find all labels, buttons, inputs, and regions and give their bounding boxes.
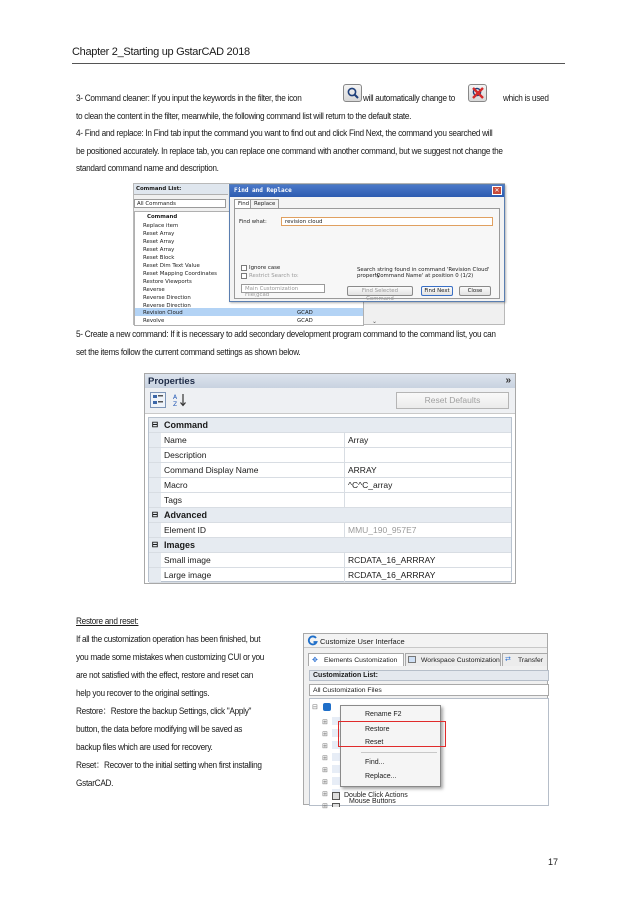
property-row[interactable]: Tags bbox=[149, 493, 511, 508]
page-number: 17 bbox=[548, 857, 559, 867]
cui-screenshot bbox=[303, 633, 548, 810]
para1-line3: 4- Find and replace: In Find tab input the command you want to find out and click Find Next, the command you searched will bbox=[76, 128, 493, 139]
status-line-2: 'Command Name' at position 0 (1/2) bbox=[375, 273, 474, 279]
property-row[interactable]: Small image RCDATA_16_ARRRAY bbox=[149, 553, 511, 568]
restore-line: Restore：Restore the backup Settings, click "Apply" bbox=[76, 706, 252, 717]
search-icon bbox=[343, 84, 362, 102]
category-command[interactable]: ⊟ Command bbox=[149, 418, 511, 433]
close-button[interactable]: Close bbox=[459, 286, 491, 296]
para1-line5: standard command name and description. bbox=[76, 163, 219, 174]
scroll-down-icon[interactable]: ⌄ bbox=[372, 318, 378, 325]
elements-icon: ✥ bbox=[312, 657, 318, 664]
menu-separator bbox=[361, 752, 437, 753]
property-row[interactable]: Element ID MMU_190_957E7 bbox=[149, 523, 511, 538]
tab-replace[interactable]: Replace bbox=[250, 199, 279, 208]
list-item[interactable]: Reset Mapping Coordinates bbox=[143, 271, 217, 277]
property-row[interactable]: Description bbox=[149, 448, 511, 463]
list-item[interactable]: Reverse Direction bbox=[143, 303, 191, 309]
restore-line: Reset：Recover to the initial setting when first installing bbox=[76, 760, 262, 771]
properties-toolbar bbox=[145, 388, 515, 414]
tab-elements-customization[interactable]: Elements Customization bbox=[308, 653, 404, 666]
command-filter-combo[interactable]: All Commands bbox=[134, 199, 226, 208]
restrict-search-checkbox[interactable] bbox=[241, 273, 247, 279]
restore-heading: Restore and reset: bbox=[76, 616, 139, 627]
menu-item-restore[interactable]: Restore bbox=[365, 726, 390, 733]
restore-line: you made some mistakes when customizing CUI or you bbox=[76, 652, 265, 663]
find-tab-panel bbox=[234, 208, 500, 302]
customization-files-combo[interactable]: All Customization Files bbox=[309, 684, 549, 696]
property-row[interactable]: Name Array bbox=[149, 433, 511, 448]
category-advanced[interactable]: ⊟ Advanced bbox=[149, 508, 511, 523]
restore-line: GstarCAD. bbox=[76, 778, 114, 789]
menu-item-reset[interactable]: Reset bbox=[365, 739, 384, 746]
para1-line1-a: 3- Command cleaner: If you input the keywords in the filter, the icon bbox=[76, 93, 302, 104]
tab-transfer[interactable]: Transfer bbox=[502, 653, 548, 666]
customization-list-title: Customization List: bbox=[309, 670, 549, 681]
find-replace-screenshot bbox=[133, 183, 505, 325]
para1-line4: be positioned accurately. In replace tab, you can replace one command with another command, but we suggest not change the bbox=[76, 146, 503, 157]
property-row[interactable]: Large image RCDATA_16_ARRRAY bbox=[149, 568, 511, 583]
list-item[interactable]: Reverse bbox=[143, 287, 165, 293]
find-what-input[interactable]: revision cloud bbox=[281, 217, 493, 226]
properties-title: Properties bbox=[145, 374, 515, 388]
restore-line: If all the customization operation has been finished, but bbox=[76, 634, 261, 645]
svg-text:Z: Z bbox=[173, 401, 178, 408]
list-item[interactable]: Reverse Direction bbox=[143, 295, 191, 301]
para1-line1-c: which is used bbox=[503, 93, 549, 104]
property-row[interactable]: Command Display Name ARRAY bbox=[149, 463, 511, 478]
menu-item-rename[interactable]: Rename F2 bbox=[365, 711, 402, 718]
tree-expanders[interactable]: ⊞ ⊞ ⊞ ⊞ ⊞ ⊞ ⊞ ⊞ bbox=[322, 719, 328, 810]
para2-line1: 5- Create a new command: If it is necessary to add secondary development program command to the command list, you can bbox=[76, 329, 496, 340]
menu-item-replace[interactable]: Replace... bbox=[365, 773, 397, 780]
sort-az-icon[interactable] bbox=[172, 392, 188, 408]
command-source: GCAD bbox=[297, 318, 313, 324]
para1-line2: to clean the content in the filter, meanwhile, the following command list will return to the default state. bbox=[76, 111, 412, 122]
list-item[interactable]: Revolve bbox=[143, 318, 165, 324]
dialog-title: Find and Replace bbox=[230, 185, 504, 197]
tab-workspace-customization[interactable]: Workspace Customization bbox=[405, 653, 501, 666]
transfer-icon: ⇄ bbox=[505, 656, 511, 663]
cui-title: Customize User Interface bbox=[304, 634, 547, 648]
reset-defaults-button[interactable]: Reset Defaults bbox=[396, 392, 509, 409]
list-item[interactable]: Reset Array bbox=[143, 239, 175, 245]
tab-find[interactable]: Find bbox=[234, 199, 253, 208]
page-header: Chapter 2_Starting up GstarCAD 2018 bbox=[72, 46, 250, 58]
header-rule bbox=[72, 63, 565, 64]
ignore-case-label: Ignore case bbox=[249, 265, 281, 271]
restrict-search-label: Restrict Search to: bbox=[249, 273, 299, 279]
double-click-icon bbox=[332, 792, 340, 800]
tree-item-mouse-buttons[interactable]: Mouse Buttons bbox=[349, 798, 396, 805]
restore-line: backup files which are used for recovery. bbox=[76, 742, 213, 753]
category-images[interactable]: ⊟ Images bbox=[149, 538, 511, 553]
gstar-logo-icon bbox=[308, 636, 318, 646]
workspace-icon bbox=[408, 656, 416, 663]
find-what-label: Find what: bbox=[239, 219, 267, 225]
list-item[interactable]: Reset Block bbox=[143, 255, 175, 261]
command-source: GCAD bbox=[297, 310, 313, 316]
find-next-button[interactable]: Find Next bbox=[421, 286, 453, 296]
list-item[interactable]: Restore Viewports bbox=[143, 279, 192, 285]
restore-line: are not satisfied with the effect, restore and reset can bbox=[76, 670, 253, 681]
list-item[interactable]: Reset Array bbox=[143, 231, 175, 237]
list-item[interactable]: Replace item bbox=[143, 223, 179, 229]
expand-icon[interactable]: ⊟ bbox=[312, 704, 318, 711]
para1-line1-b: will automatically change to bbox=[363, 93, 456, 104]
root-node-icon bbox=[323, 703, 331, 711]
property-grid bbox=[148, 417, 512, 582]
restore-reset-highlight bbox=[338, 721, 446, 747]
command-list-header: Command bbox=[147, 214, 178, 220]
find-replace-dialog bbox=[229, 184, 505, 302]
list-item-selected[interactable]: Revision Cloud bbox=[143, 310, 183, 316]
svg-text:A: A bbox=[173, 394, 178, 401]
menu-item-find[interactable]: Find... bbox=[365, 759, 385, 766]
collapse-icon[interactable]: » bbox=[505, 375, 511, 386]
list-item[interactable]: Reset Array bbox=[143, 247, 175, 253]
find-selected-command-button[interactable]: Find Selected Command bbox=[347, 286, 413, 296]
restore-line: help you recover to the original settings. bbox=[76, 688, 210, 699]
categorized-icon[interactable] bbox=[150, 392, 166, 408]
clear-filter-icon bbox=[468, 84, 487, 102]
tree-item-double-click-actions[interactable]: Double Click Actions bbox=[344, 792, 408, 799]
mouse-buttons-icon bbox=[332, 803, 340, 807]
restrict-search-combo[interactable]: Main Customization File(gcad bbox=[241, 284, 325, 293]
list-item[interactable]: Reset Dim Text Value bbox=[143, 263, 200, 269]
restore-line: button, the data before modifying will be saved as bbox=[76, 724, 243, 735]
ignore-case-checkbox[interactable] bbox=[241, 265, 247, 271]
close-icon[interactable]: ✕ bbox=[492, 186, 502, 195]
status-line-1: Search string found in command 'Revision Cloud' property bbox=[357, 267, 490, 279]
property-row[interactable]: Macro ^C^C_array bbox=[149, 478, 511, 493]
command-list-title: Command List: bbox=[134, 184, 228, 195]
properties-screenshot bbox=[144, 373, 516, 584]
para2-line2: set the items follow the current command settings as shown below. bbox=[76, 347, 301, 358]
